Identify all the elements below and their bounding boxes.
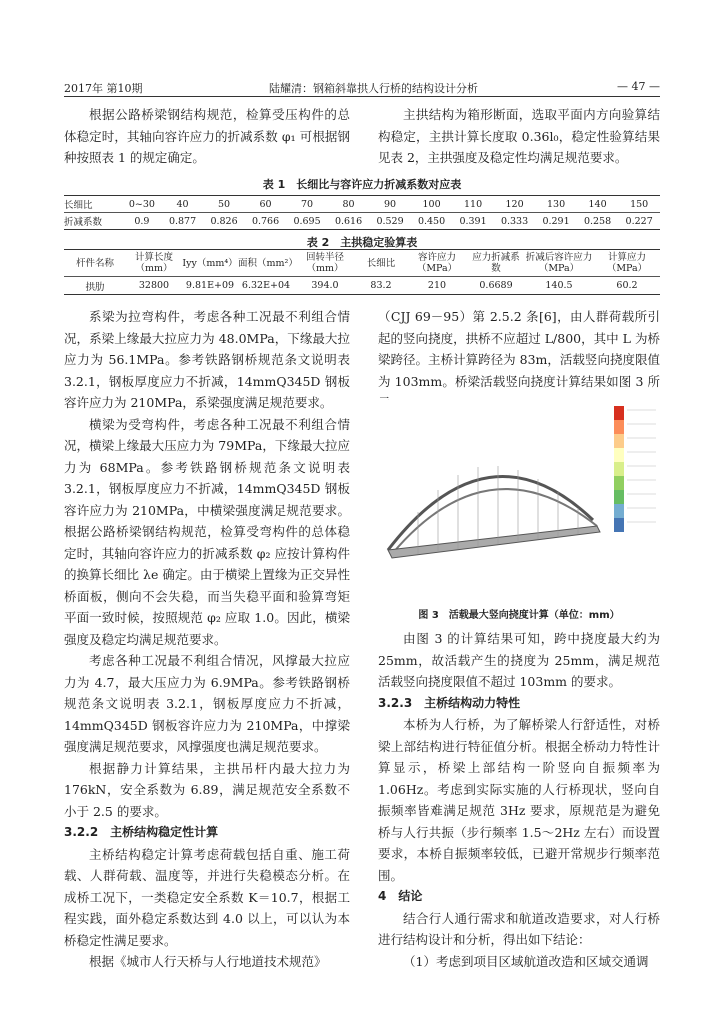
page-number: — 47 — <box>617 80 660 93</box>
header-rule <box>64 96 660 97</box>
cell: 0.529 <box>376 215 404 227</box>
cell: 50 <box>203 196 245 213</box>
right-column-top <box>378 306 660 414</box>
cell: 60 <box>245 196 287 213</box>
cell: 0.877 <box>168 215 197 227</box>
cell: 0.9 <box>134 215 150 227</box>
table2-header-row <box>64 250 660 277</box>
table-1 <box>64 195 660 230</box>
cell: 应力折减系数 <box>468 250 524 277</box>
cell: 长细比 <box>64 196 122 213</box>
table2-data-row <box>64 277 660 295</box>
cell: 0~30 <box>122 196 162 213</box>
cell: 210 <box>427 280 447 291</box>
paragraph: （CJJ 69－95）第 2.5.2 条[6]，由人群荷载所引起的竖向挠度，拱桥不应超过 L/800，其中 L 为桥梁跨径。主桥计算跨径为 83m，活载竖向挠度限值为 103mm。桥梁活载竖向挠度计算结果如图 3 所 <box>378 309 660 389</box>
paragraph: 根据《城市人行天桥与人行地道技术规范》 <box>89 954 327 969</box>
cell: 0.291 <box>542 215 570 227</box>
cell: 0.6689 <box>479 280 513 291</box>
table1-caption: 表 1 长细比与容许应力折减系数对应表 <box>262 178 462 191</box>
deflection-figure <box>378 400 660 590</box>
cell: 40 <box>162 196 204 213</box>
cell: 0.766 <box>251 215 280 227</box>
table-2 <box>64 249 660 295</box>
paragraph: 本桥为人行桥，为了解桥梁人行舒适性，对桥梁上部结构进行特征值分析。根据全桥动力特性计算显示，桥梁上部结构一阶竖向自振频率为 1.06Hz。考虑到实际实施的人行桥现状，竖向自振频率皆难满足规范 3Hz 要求，原规范是为避免桥与人行共振（步行频率 1.5～2Hz 左右）而设置要求，本桥自振频率较低，已避开常规步行频率范围。 <box>378 717 660 883</box>
paragraph: 结合行人通行需求和航道改造要求，对人行桥进行结构设计和分析，得出如下结论： <box>378 910 660 947</box>
cell: 140 <box>577 196 619 213</box>
table1-data-row <box>64 213 660 230</box>
paragraph: 考虑各种工况最不利组合情况，风撑最大拉应力为 4.7，最大压应力为 6.9MPa。参考铁路钢桥规范条文说明表 3.2.1，钢板厚度应力不折减，14mmQ345D 钢板容许应力为 210MPa，中撑梁强度满足规范要求，风撑强度也满足规范要求。 <box>64 653 350 754</box>
cell: 折减系数 <box>64 217 103 228</box>
cell: 60.2 <box>616 280 638 291</box>
cell: 83.2 <box>370 280 392 291</box>
cell: 80 <box>328 196 370 213</box>
cell: 140.5 <box>545 280 573 291</box>
cell: 0.258 <box>583 215 612 227</box>
cell: 0.695 <box>293 215 321 227</box>
cell: 394.0 <box>311 280 339 291</box>
right-column-bottom <box>378 628 660 972</box>
running-title: 陆耀清：钢箱斜靠拱人行桥的结构设计分析 <box>269 82 478 95</box>
cell: Iyy（mm⁴） <box>182 250 238 277</box>
cell: 容许应力（MPa） <box>406 250 468 277</box>
cell: 130 <box>535 196 577 213</box>
cell: 0.391 <box>459 215 487 227</box>
paragraph: 根据公路桥梁钢结构规范，检算受压构件的总体稳定时，其轴向容许应力的折减系数 φ₁ 可根据钢种按照表 1 的规定确定。 <box>64 107 350 165</box>
paragraph: 由图 3 的计算结果可知，跨中挠度最大约为 25mm，故活载产生的挠度为 25mm，满足规范活载竖向挠度限值不超过 103mm 的要求。 <box>378 631 660 689</box>
journal-issue: 2017年 第10期 <box>64 82 143 95</box>
cell: 杆件名称 <box>64 250 126 277</box>
table1-header-row <box>64 196 660 213</box>
table2-caption: 表 2 主拱稳定验算表 <box>306 236 418 249</box>
section-heading: 3.2.2 主桥结构稳定性计算 <box>64 825 219 839</box>
cell: 长细比 <box>356 250 406 277</box>
section-heading: 3.2.3 主桥结构动力特性 <box>378 695 521 710</box>
cell: 0.333 <box>500 215 529 227</box>
paragraph: 横梁为受弯构件，考虑各种工况最不利组合情况，横梁上缘最大压应力为 79MPa，下缘最大拉应力为 68MPa。参考铁路钢桥规范条文说明表 3.2.1，钢板厚度应力不折减，14mmQ345D 钢板容许应力为 210MPa，中横梁强度满足规范要求。根据公路桥梁钢结构规范，检算受弯构件的总体稳定时，其轴向容许应力的折减系数 φ₂ 应按计算构件的换算长细比 λe 确定。由于横梁上置缘为正交异性桥面板，侧向不会失稳，而当失稳平面和验算弯矩平面一致时候，按照规范 φ₂ 应取 1.0。因此，横梁强度及稳定均满足规范要求。 <box>64 416 350 647</box>
cell: 90 <box>369 196 411 213</box>
cell: 计算应力（MPa） <box>594 250 660 277</box>
cell: 拱肋 <box>85 281 105 293</box>
cell: 110 <box>452 196 494 213</box>
paragraph: 主桥结构稳定计算考虑荷载包括自重、施工荷载、人群荷载、温度等，并进行失稳模态分析。在成桥工况下，一类稳定安全系数 K＝10.7，根据工程实践，面外稳定系数达到 4.0 以上，可以认为本桥稳定性满足要求。 <box>64 846 350 948</box>
cell: 计算长度（mm） <box>126 250 182 277</box>
cell: 6.32E+04 <box>241 280 291 291</box>
cell: 回转半径（mm） <box>294 250 356 277</box>
top-right-text <box>378 104 660 169</box>
cell: 9.81E+09 <box>185 280 235 291</box>
paragraph: （1）考虑到项目区域航道改造和区域交通调 <box>403 953 649 969</box>
cell: 折减后容许应力（MPa） <box>524 250 594 277</box>
cell: 150 <box>618 196 660 213</box>
section-heading: 4 结论 <box>378 889 423 903</box>
left-column <box>64 306 350 973</box>
cell: 32800 <box>138 280 170 291</box>
cell: 100 <box>411 196 453 213</box>
paragraph: 主拱结构为箱形断面，选取平面内方向验算结构稳定，主拱计算长度取 0.36l₀，稳定性验算结果见表 2，主拱强度及稳定性均满足规范要求。 <box>378 107 660 165</box>
figure-caption: 图 3 活载最大竖向挠度计算（单位：mm） <box>418 610 620 621</box>
paragraph: 系梁为拉弯构件，考虑各种工况最不利组合情况，系梁上缘最大拉应力为 48.0MPa，下缘最大拉应力为 56.1MPa。参考铁路钢桥规范条文说明表3.2.1，钢板厚度应力不折减，14mmQ345D 钢板容许应力为 210MPa，系梁强度满足规范要求。 <box>64 309 350 410</box>
cell: 0.616 <box>334 215 363 227</box>
cell: 面积（mm²） <box>238 250 294 277</box>
cell: 0.227 <box>625 215 653 227</box>
paragraph: 根据静力计算结果，主拱吊杆内最大拉力为 176kN，安全系数为 6.89，满足规范安全系数不小于 2.5 的要求。 <box>64 760 350 819</box>
cell: 120 <box>494 196 536 213</box>
cell: 70 <box>286 196 328 213</box>
top-left-text <box>64 104 350 169</box>
cell: 0.450 <box>417 215 446 227</box>
cell: 0.826 <box>210 215 238 227</box>
